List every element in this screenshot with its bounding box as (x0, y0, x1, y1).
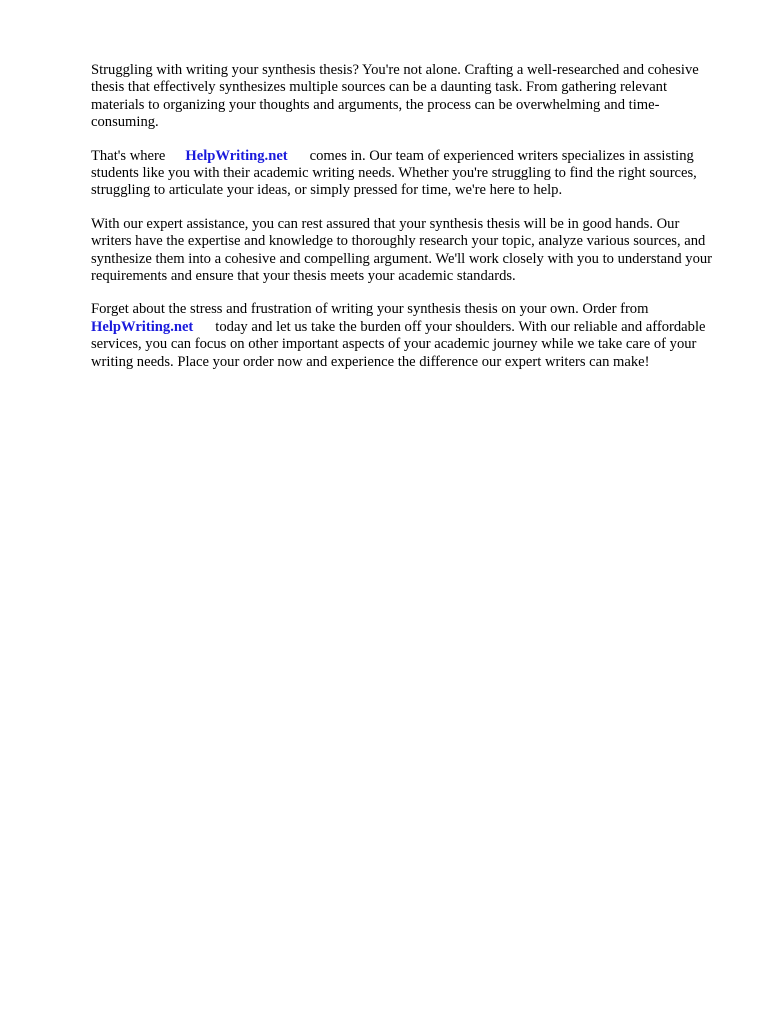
paragraph-order-after: today and let us take the burden off your shoulders. With our reliable and affordable services, you can focus on other important aspects of your academic journey while we take care of your writing needs. Place your order now and experience the difference our expert writers can make! (91, 318, 706, 370)
paragraph-order-before: Forget about the stress and frustration of writing your synthesis thesis on your own. Order from (91, 301, 649, 318)
paragraph-assistance-text: With our expert assistance, you can rest assured that your synthesis thesis will be in good hands. Our writers have the expertise and knowledge to thoroughly research your topic, analyze various sources, and synthesize them into a cohesive and compelling argument. We'll work closely with you to understand your requirements and ensure that your thesis meets your academic standards. (91, 215, 713, 285)
paragraph-intro-text: Struggling with writing your synthesis thesis? You're not alone. Crafting a well-researched and cohesive thesis that effectively synthesizes multiple sources can be a daunting task. From gathering relevant materials to organizing your thoughts and arguments, the process can be overwhelming and time-consuming. (91, 62, 699, 131)
paragraph-assistance (91, 216, 723, 286)
helpwriting-link[interactable]: HelpWriting.net (185, 147, 288, 164)
document-page (91, 62, 723, 387)
paragraph-helpwriting-before: That's where (91, 147, 166, 164)
helpwriting-order-link[interactable]: HelpWriting.net (91, 318, 194, 335)
paragraph-order (91, 301, 723, 371)
paragraph-helpwriting (91, 148, 723, 200)
paragraph-helpwriting-after: comes in. Our team of experienced writers specializes in assisting students like you with their academic writing needs. Whether you're struggling to find the right sources, struggling to articulate your ideas, or simply pressed for time, we're here to help. (91, 147, 697, 199)
paragraph-intro (91, 62, 723, 132)
